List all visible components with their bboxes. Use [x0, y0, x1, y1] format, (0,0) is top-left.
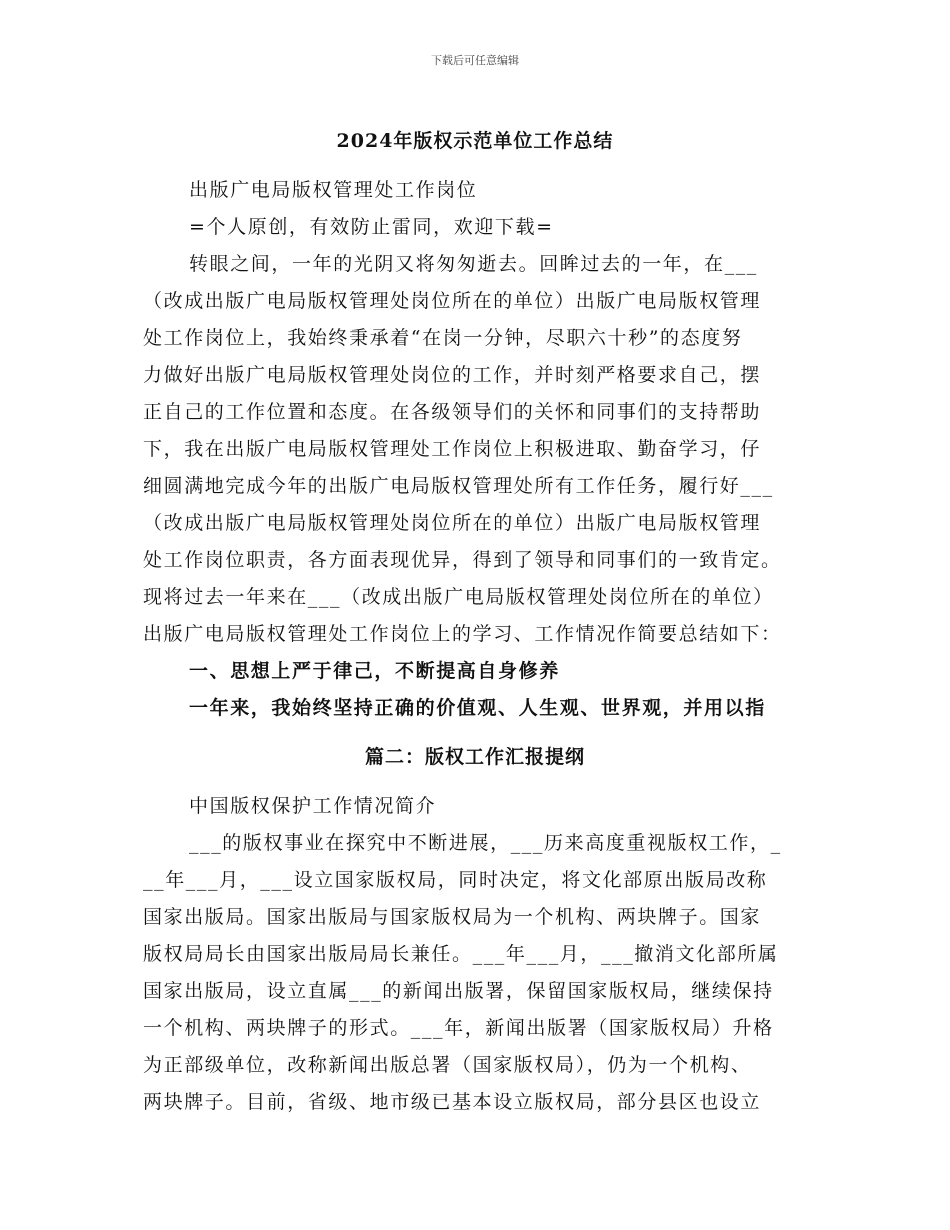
doc1-line: （改成出版广电局版权管理处岗位所在的单位）出版广电局版权管理	[143, 290, 762, 312]
doc1-line: 细圆满地完成今年的出版广电局版权管理处所有工作任务，履行好___	[143, 475, 774, 497]
doc2-line: 国家出版局。国家出版局与国家版权局为一个机构、两块牌子。国家	[143, 906, 762, 928]
header-note: 下载后可任意编辑	[431, 54, 519, 67]
doc1-line: =个人原创，有效防止雷同，欢迎下载=	[189, 216, 554, 238]
doc2-line: 为正部级单位，改称新闻出版总署（国家版权局），仍为一个机构、	[143, 1054, 752, 1076]
doc2-line: ___的版权事业在探究中不断进展，___历来高度重视版权工作，_	[189, 832, 782, 854]
doc1-line: 转眼之间，一年的光阴又将匆匆逝去。回眸过去的一年，在___	[189, 253, 758, 275]
doc1-line: （改成出版广电局版权管理处岗位所在的单位）出版广电局版权管理	[143, 512, 762, 534]
doc2-line: 版权局局长由国家出版局局长兼任。___年___月，___撤消文化部所属	[143, 943, 779, 965]
doc1-line: 出版广电局版权管理处工作岗位上的学习、工作情况作简要总结如下：	[143, 623, 782, 645]
doc1-title: 2024年版权示范单位工作总结	[336, 130, 614, 152]
doc1-line: 处工作岗位职责，各方面表现优异，得到了领导和同事们的一致肯定。	[143, 549, 782, 571]
doc1-line: 正自己的工作位置和态度。在各级领导们的关怀和同事们的支持帮助	[143, 401, 762, 423]
doc2-title: 篇二：版权工作汇报提纲	[364, 746, 585, 768]
section-heading: 一、思想上严于律己，不断提高自身修养	[189, 660, 560, 682]
doc1-line: 力做好出版广电局版权管理处岗位的工作，并时刻严格要求自己，摆	[143, 364, 762, 386]
doc2-line: __年___月，___设立国家版权局，同时决定，将文化部原出版局改称	[143, 869, 768, 891]
doc2-line: 一个机构、两块牌子的形式。___年，新闻出版署（国家版权局）升格	[143, 1017, 774, 1039]
doc1-line: 出版广电局版权管理处工作岗位	[189, 179, 478, 201]
doc1-line-bold: 一年来，我始终坚持正确的价值观、人生观、世界观，并用以指	[189, 697, 766, 719]
doc2-line: 两块牌子。目前，省级、地市级已基本设立版权局，部分县区也设立	[143, 1091, 762, 1113]
doc1-line: 下，我在出版广电局版权管理处工作岗位上积极进取、勤奋学习，仔	[143, 438, 762, 460]
doc1-line: 现将过去一年来在___（改成出版广电局版权管理处岗位所在的单位）	[143, 586, 774, 608]
doc2-line: 国家出版局，设立直属___的新闻出版署，保留国家版权局，继续保持	[143, 980, 774, 1002]
doc1-line: 处工作岗位上，我始终秉承着“在岗一分钟，尽职六十秒”的态度努	[143, 327, 743, 349]
doc2-line: 中国版权保护工作情况简介	[189, 795, 437, 817]
